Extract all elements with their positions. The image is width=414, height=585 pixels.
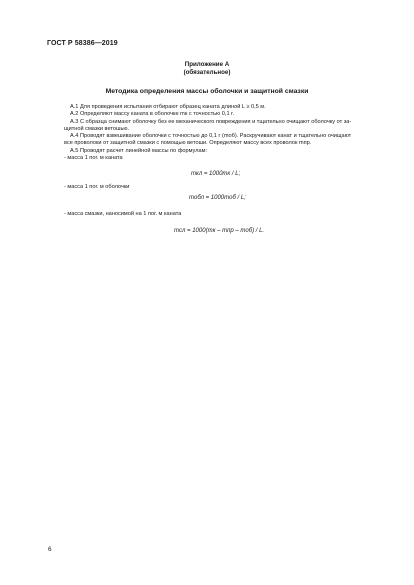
- formula-grease-linear-mass: mсл = 1000(mк – mпр – mоб) / L.: [174, 228, 265, 234]
- procedure-text: [64, 104, 368, 162]
- paragraph-a1: А.1 Для проведения испытания отбирают образец каната длиной L ≥ 0,5 м.: [70, 104, 266, 110]
- page-number: 6: [48, 546, 52, 553]
- paragraph-a3-line1: А.3 С образца снимают оболочку без ее механического повреждения и тщательно очищают оболочку от за-: [70, 118, 352, 125]
- formula-rope-linear-mass: mкл = 1000mк / L;: [191, 171, 241, 177]
- paragraph-a4-line1: А.4 Проводят взвешивание оболочки с точностью до 0,1 г (mоб). Раскручивают канат и тщательно очищают: [70, 133, 352, 140]
- list-item-sheath-container: [64, 184, 368, 191]
- paragraph-a3-line2: щитной смазки ветошью.: [64, 125, 130, 132]
- paragraph-a5: А.5 Проводят расчет линейной массы по формулам:: [70, 147, 208, 154]
- section-title: Методика определения массы оболочки и защитной смазки: [105, 88, 309, 95]
- list-item-sheath-mass: - масса 1 пог. м оболочки: [64, 184, 130, 190]
- appendix-status: (обязательное): [183, 69, 231, 76]
- formula-sheath-linear-mass: mобл = 1000mоб / L;: [189, 195, 246, 201]
- paragraph-a2: А.2 Определяют массу каната в оболочке mк с точностью 0,1 г.: [70, 111, 235, 118]
- document-code-header: ГОСТ Р 58386—2019: [47, 40, 118, 47]
- list-item-rope-mass: - масса 1 пог. м каната: [64, 155, 123, 162]
- list-item-grease-mass: - масса смазки, наносимой на 1 пог. м каната: [64, 211, 182, 217]
- appendix-title: Приложение А: [184, 61, 230, 68]
- list-item-grease-container: [64, 211, 368, 218]
- paragraph-a4-line2: все проволоки от защитной смазки с помощью ветоши. Определяют массу всех проволок mпр.: [64, 140, 312, 147]
